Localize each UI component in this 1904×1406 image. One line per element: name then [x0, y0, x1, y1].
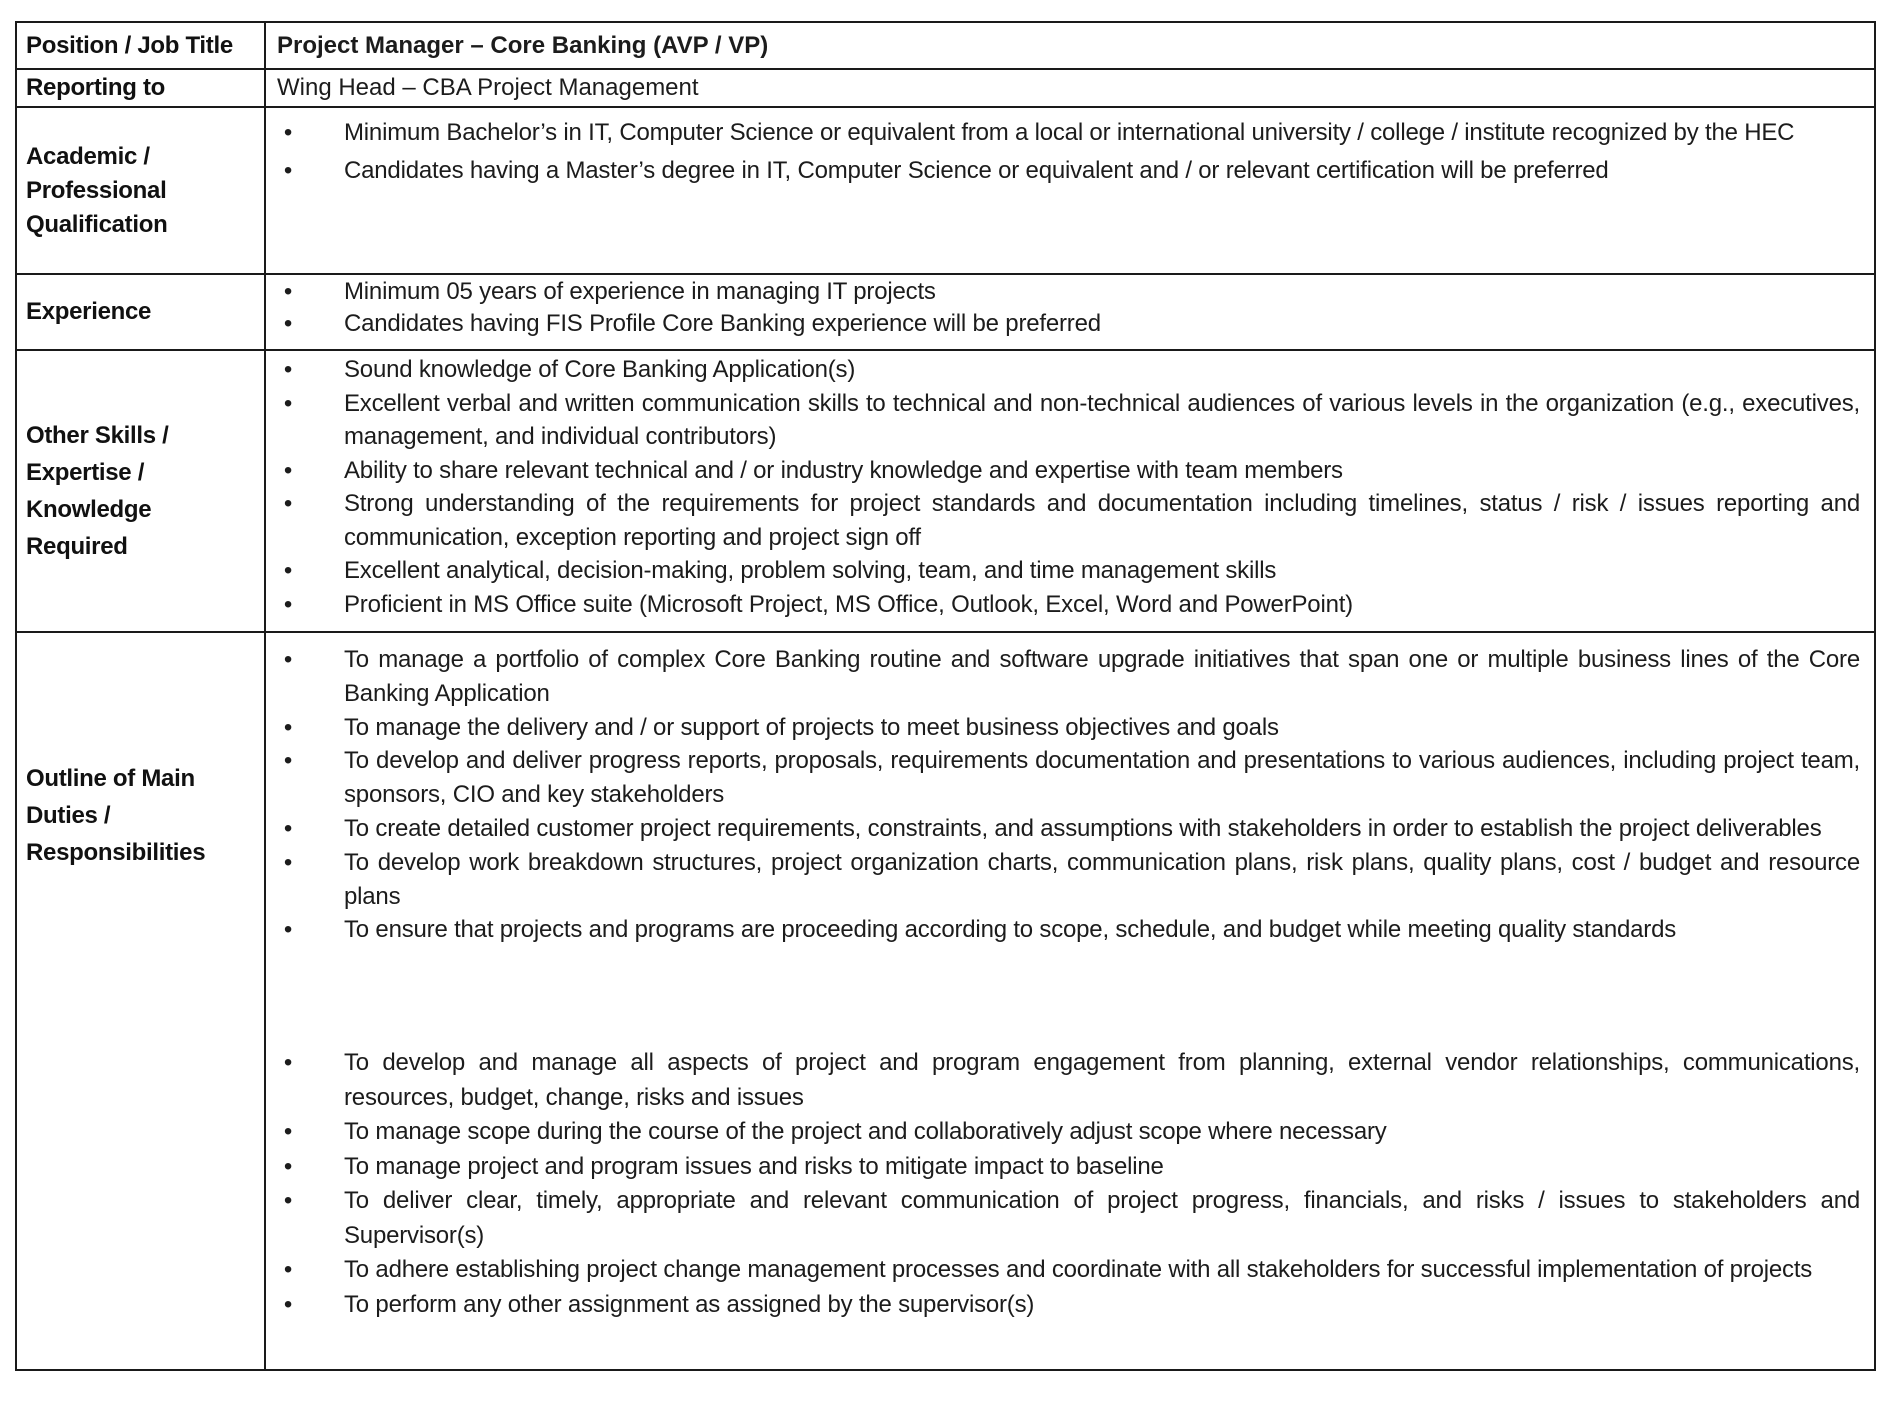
list-item — [266, 353, 1874, 387]
bullet-icon: • — [283, 278, 293, 305]
list-item — [266, 643, 1874, 711]
list-item — [266, 152, 1874, 190]
list-item — [266, 487, 1874, 554]
list-item-text: Candidates having FIS Profile Core Banking experience will be preferred — [344, 310, 1101, 337]
row-duties — [15, 631, 1876, 1371]
bullet-icon: • — [283, 1187, 293, 1214]
list-item — [266, 846, 1874, 914]
label-skills: Other Skills / Expertise / Knowledge Required — [15, 351, 266, 631]
list-item — [266, 387, 1874, 454]
list-item-text: Candidates having a Master’s degree in IT, Computer Science or equivalent and / or relevant certification will be preferred — [344, 156, 1609, 184]
list-item — [266, 588, 1874, 622]
list-item-text: To develop and manage all aspects of project and program engagement from planning, external vendor relationships, communications, resources, budget, change, risks and issues — [344, 1049, 1860, 1111]
list-item — [266, 554, 1874, 588]
value-experience — [266, 275, 1876, 349]
label-position: Position / Job Title — [15, 23, 266, 68]
label-reporting: Reporting to — [15, 70, 266, 106]
list-item-text: Ability to share relevant technical and / or industry knowledge and expertise with team members — [344, 456, 1343, 484]
row-position — [15, 21, 1876, 68]
list-item — [266, 1288, 1874, 1323]
list-item — [266, 1184, 1874, 1253]
list-item-text: Excellent verbal and written communication skills to technical and non-technical audiences of various levels in the organization (e.g., executives, management, and individual contributors) — [344, 389, 1860, 450]
list-item — [266, 711, 1874, 745]
bullet-icon: • — [283, 1152, 293, 1180]
bullet-icon: • — [283, 646, 293, 673]
list-item — [266, 812, 1874, 846]
row-skills — [15, 349, 1876, 631]
list-item — [266, 308, 1874, 340]
list-item-text: To deliver clear, timely, appropriate and relevant communication of project progress, financials, and risks / issues to stakeholders and Supervisor(s) — [344, 1187, 1860, 1249]
list-item-text: Strong understanding of the requirements for project standards and documentation including timelines, status / risk / issues reporting and communication, exception reporting and project sign off — [344, 490, 1860, 551]
value-reporting: Wing Head – CBA Project Management — [266, 70, 1876, 106]
bullet-icon: • — [283, 814, 293, 842]
list-item-text: To manage scope during the course of the project and collaboratively adjust scope where necessary — [344, 1118, 1387, 1145]
list-item-text: Minimum 05 years of experience in managing IT projects — [344, 278, 936, 305]
qualification-list — [266, 114, 1874, 189]
bullet-icon: • — [283, 1049, 293, 1076]
list-item — [266, 1115, 1874, 1150]
list-item-text: To create detailed customer project requirements, constraints, and assumptions with stakeholders in order to establish the project deliverables — [344, 814, 1822, 842]
row-reporting — [15, 68, 1876, 106]
bullet-icon: • — [283, 1256, 293, 1283]
bullet-icon: • — [283, 490, 293, 517]
list-item-text: Sound knowledge of Core Banking Application(s) — [344, 356, 856, 383]
list-item-text: To develop work breakdown structures, project organization charts, communication plans, risk plans, quality plans, cost / budget and resource plans — [344, 848, 1860, 910]
bullet-icon: • — [283, 389, 293, 417]
bullet-icon: • — [283, 713, 293, 741]
list-item-text: To manage the delivery and / or support of projects to meet business objectives and goals — [344, 713, 1279, 741]
list-item-text: To perform any other assignment as assigned by the supervisor(s) — [344, 1290, 1035, 1318]
list-item-text: Minimum Bachelor’s in IT, Computer Science or equivalent from a local or international university / college / institute recognized by the HEC — [344, 119, 1795, 146]
list-item — [266, 114, 1874, 152]
bullet-icon: • — [283, 916, 293, 944]
bullet-icon: • — [283, 1290, 293, 1318]
list-item-text: To manage a portfolio of complex Core Banking routine and software upgrade initiatives that span one or multiple business lines of the Core Banking Application — [344, 646, 1860, 707]
list-item — [266, 1150, 1874, 1185]
label-qualification: Academic / Professional Qualification — [15, 108, 266, 273]
bullet-icon: • — [283, 1118, 293, 1145]
value-skills — [266, 351, 1876, 631]
bullet-icon: • — [283, 156, 293, 184]
row-experience — [15, 273, 1876, 349]
duties-list-part1 — [266, 643, 1874, 947]
list-item-text: To develop and deliver progress reports, proposals, requirements documentation and presentations to various audiences, including project team, sponsors, CIO and key stakeholders — [344, 747, 1860, 809]
value-position: Project Manager – Core Banking (AVP / VP) — [266, 23, 1876, 68]
list-item — [266, 1046, 1874, 1115]
list-item — [266, 276, 1874, 308]
label-experience: Experience — [15, 275, 266, 349]
list-item — [266, 744, 1874, 812]
bullet-icon: • — [283, 456, 293, 484]
bullet-icon: • — [283, 356, 293, 383]
skills-list — [266, 353, 1874, 621]
list-item-text: Proficient in MS Office suite (Microsoft Project, MS Office, Outlook, Excel, Word and PowerPoint) — [344, 590, 1353, 618]
list-item — [266, 454, 1874, 488]
duties-list-part2 — [266, 1046, 1874, 1322]
bullet-icon: • — [283, 848, 293, 876]
bullet-icon: • — [283, 557, 293, 584]
row-qualification — [15, 106, 1876, 273]
bullet-icon: • — [283, 310, 293, 337]
list-item — [266, 913, 1874, 947]
list-item-text: To manage project and program issues and risks to mitigate impact to baseline — [344, 1152, 1164, 1180]
bullet-icon: • — [283, 747, 293, 775]
list-item — [266, 1253, 1874, 1288]
value-duties — [266, 633, 1876, 1369]
bullet-icon: • — [283, 119, 293, 146]
label-duties: Outline of Main Duties / Responsibilities — [15, 633, 266, 1369]
experience-list — [266, 276, 1874, 340]
list-item-text: To adhere establishing project change management processes and coordinate with all stakeholders for successful implementation of projects — [344, 1256, 1813, 1283]
bullet-icon: • — [283, 590, 293, 618]
list-item-text: To ensure that projects and programs are proceeding according to scope, schedule, and budget while meeting quality standards — [344, 916, 1677, 944]
value-qualification — [266, 108, 1876, 273]
list-item-text: Excellent analytical, decision-making, problem solving, team, and time management skills — [344, 557, 1277, 584]
